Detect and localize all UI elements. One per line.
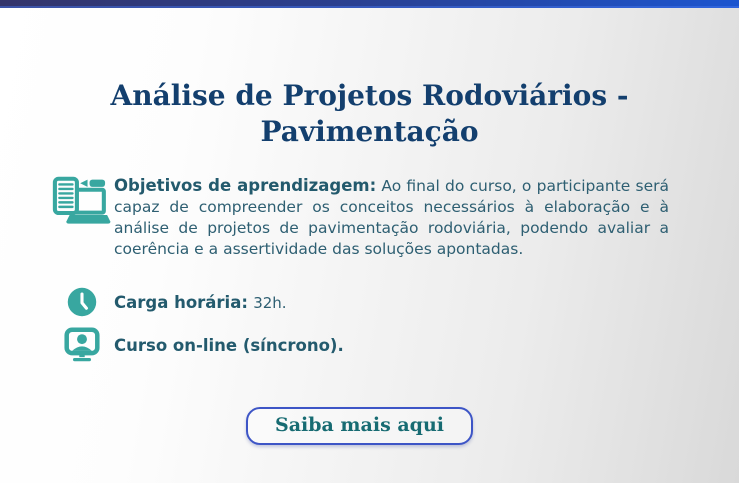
objectives-body: Ao final do curso, o participante será capaz de compreender os conceitos necessários à elaboração e à análise de projetos de pavimentação rodoviária, podendo avaliar a coerência e a assertividade das soluções apontadas.	[114, 177, 669, 259]
workload-label: Carga horária:	[114, 292, 248, 312]
course-mode-row	[50, 327, 669, 363]
clock-icon	[50, 286, 114, 318]
objectives-label: Objetivos de aprendizagem:	[114, 176, 377, 196]
course-mode-label: Curso on-line (síncrono).	[114, 335, 344, 355]
page-title: Análise de Projetos Rodoviários - Pavimentação	[110, 79, 629, 149]
workload-value: 32h.	[253, 293, 287, 312]
top-gradient-bar	[0, 0, 739, 8]
objectives-paragraph	[114, 175, 669, 260]
document-laptop-pencil-icon	[50, 175, 114, 229]
objectives-row	[50, 175, 669, 260]
online-monitor-person-icon	[50, 327, 114, 363]
cta-area	[50, 407, 669, 445]
workload-row	[50, 286, 669, 318]
learn-more-button[interactable]: Saiba mais aqui	[246, 407, 473, 445]
course-mode-text	[114, 336, 669, 355]
workload-text	[114, 293, 669, 312]
course-info	[0, 175, 739, 445]
